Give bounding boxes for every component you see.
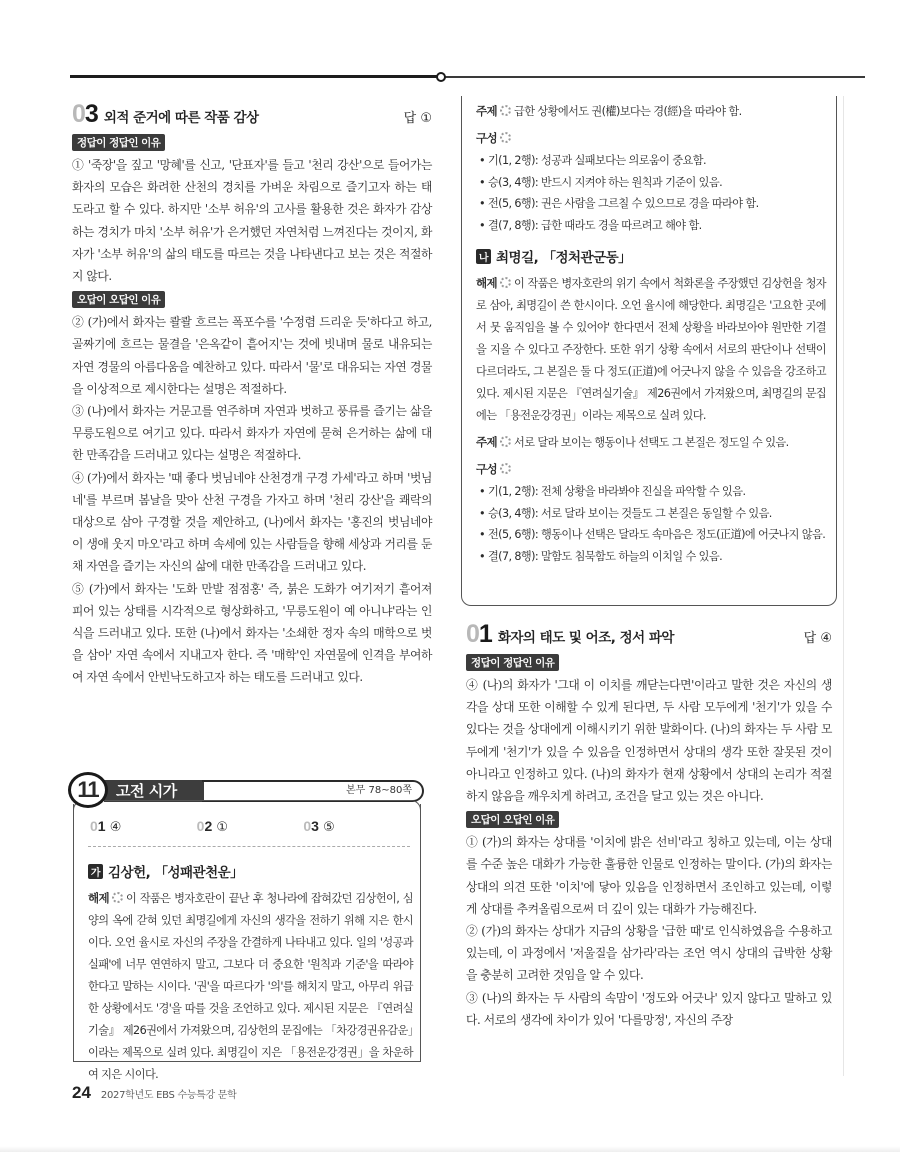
question-number: 01 [466, 620, 492, 648]
correct-reason-text: ④ (나)의 화자가 '그대 이 이치를 깨닫는다면'이라고 말한 것은 자신의 생각을 상대 또한 이해할 수 있게 된다면, 두 사람 모두에게 '천기'가 있을 수 있다는 것을 상대에게 이해시키기 위한 발화이다. (나)의 화자는 두 사람 모두에게 '천기'가 있을 수 있음을 인정하면서 상대의 생각 또한 잘못된 것이 아니라고 인정하고 있다. (나)의 화자가 현재 상황에서 상대의 논리가 적절하지 않음을 깨우치게 하려고, 조건을 달고 있는 것은 아니다. [466, 678, 832, 804]
wrong-reason-item: ⑤ (가)에서 화자는 '도화 만발 점점홍' 즉, 붉은 도화가 여기저기 흩어져 피어 있는 상태를 시각적으로 형상화하고, '무릉도원이 예 아니냐'라는 인식을 드러내고 있다. 또한 (나)에서 화자는 '소쇄한 정자 속의 매학으로 벗을 삼아' 자연 속에서 지내고자 한다. 즉 '매학'인 자연물에 인격을 부여하여 자연 속에서 안빈낙도하고자 하는 태도를 드러내고 있다. [72, 581, 432, 685]
gear-icon [500, 277, 511, 288]
unit-title: 고전 시가 [104, 780, 204, 802]
work-na-structure-label: 구성 [476, 458, 826, 481]
divider [88, 846, 410, 847]
wrong-reason-item: ③ (나)의 화자는 두 사람의 속맘이 '정도와 어긋나' 있지 않다고 말하고 있다. 서로의 생각에 차이가 있어 '다를망정', 자신의 주장 [466, 990, 832, 1027]
left-column [72, 100, 432, 689]
question-01-section [466, 620, 832, 1031]
structure-item: • 승(3, 4행): 반드시 지켜야 하는 원칙과 기준이 있음. [479, 175, 723, 189]
question-answer: 답 ① [403, 111, 432, 126]
correct-reason-badge: 정답이 정답인 이유 [72, 134, 165, 151]
unit-page-range: 본무 78~80쪽 [202, 780, 424, 802]
book-title: 2027학년도 EBS 수능특강 문학 [100, 1090, 237, 1101]
structure-item: • 기(1, 2행): 성공과 실패보다는 의로움이 중요함. [479, 154, 706, 167]
work-ga-theme: 주제 급한 상황에서도 권(權)보다는 경(經)을 따라야 함. [476, 104, 742, 118]
wrong-reason-badge: 오답이 오답인 이유 [72, 291, 165, 308]
wrong-reason-badge: 오답이 오답인 이유 [466, 811, 559, 828]
question-title: 외적 준거에 따른 작품 감상 [103, 110, 259, 126]
wrong-reason-item: ② (가)에서 화자는 콸콸 흐르는 폭포수를 '수정렴 드리운 듯'하다고 하고, 골짜기에 흐르는 물결을 '은옥같이 흩어지'는 것에 빗내며 물로 내유되는 자연 경물의 아름다움을 예찬하고 있다. 따라서 '물'로 대유되는 자연 경물을 이상적으로 제시한다는 설명은 적절하다. [72, 315, 432, 396]
gear-icon [500, 132, 511, 143]
work-box-content [476, 100, 826, 567]
work-ga-structure-label: 구성 [476, 127, 826, 150]
header-rule-dot [436, 72, 446, 82]
wrong-reason-item: ③ (나)에서 화자는 거문고를 연주하며 자연과 벗하고 풍류를 즐기는 삶을 무릉도원으로 여기고 있다. 따라서 화자가 자연에 묻혀 은거하는 삶에 대한 만족감을 드러내고 있다는 설명은 적절하다. [72, 404, 432, 463]
unit-number: 11 [68, 772, 108, 808]
header-rule-thick [70, 75, 440, 78]
work-ga-title: 가 김상헌, 「성패관천운」 [88, 861, 413, 881]
structure-item: • 전(5, 6행): 행동이나 선택은 달라도 속마음은 정도(正道)에 어긋나지 않음. [479, 528, 826, 541]
answer-item: 01 ④ [90, 818, 122, 835]
work-tag-icon: 가 [88, 864, 103, 879]
scan-edge [0, 1146, 900, 1152]
gear-icon [112, 892, 123, 903]
answer-summary [90, 818, 410, 835]
gear-icon [500, 463, 511, 474]
wrong-reason-item: ④ (가)에서 화자는 '때 좋다 벗님네야 산천경개 구경 가세'라고 하며 '벗님네'를 부르며 봄날을 맞아 산천 구경을 가자고 하며 '천리 강산'을 쾌락의 대상으로 삼아 구경할 것을 제안하고, (나)에서 화자는 '홍진의 벗님네야 이 생애 웃지 마오'라고 하며 속세에 있는 사람들을 향해 세상과 거리를 둔 채 자연을 즐기는 자신의 삶에 대한 만족감을 드러내고 있다. [72, 470, 432, 574]
structure-item: • 승(3, 4행): 서로 달라 보이는 것들도 그 본질은 동일할 수 있음. [479, 506, 772, 520]
gear-icon [500, 105, 511, 116]
gear-icon [500, 436, 511, 447]
work-na-theme: 주제 서로 달라 보이는 행동이나 선택도 그 본질은 정도일 수 있음. [476, 435, 789, 449]
work-na-title: 나 최명길, 「정처관군동」 [476, 246, 826, 266]
work-na-commentary: 해제 이 작품은 병자호란의 위기 속에서 척화론을 주장했던 김상헌을 청자로 삼아, 최명길이 쓴 한시이다. 오언 율시에 해당한다. 최명길은 '고요한 곳에서 뭇 움직임을 볼 수 있어야' 한다면서 전체 상황을 바라보아야 원만한 기결을 지을 수 있다고 주장한다. 또한 위기 상황 속에서 서로의 판단이나 선택이 다르더라도, 그 본질은 둘 다 정도(正道)에 어긋나지 않을 수 있음을 강조하고 있다. 제시된 지문은 『연려실기술』 제26권에서 가져왔으며, 최명길의 문집에는 「용전운강경권」이라는 제목으로 실려 있다. [476, 276, 826, 422]
wrong-reason-item: ② (가)의 화자는 상대가 지금의 상황을 '급한 때'로 인식하였음을 수용하고 있는데, 이 과정에서 '저울질을 삼가라'라는 조언 역시 상대의 급박한 상황을 충분히 고려한 것임을 알 수 있다. [466, 924, 832, 983]
page-footer [72, 1083, 237, 1103]
structure-item: • 기(1, 2행): 전체 상황을 바라봐야 진실을 파악할 수 있음. [479, 485, 746, 498]
question-01-header [466, 620, 832, 650]
structure-item: • 결(7, 8행): 말함도 침묵함도 하늘의 이치일 수 있음. [479, 549, 723, 563]
work-tag-icon: 나 [476, 249, 491, 264]
answer-item: 03 ⑤ [303, 818, 335, 835]
answer-item: 02 ① [196, 818, 229, 835]
work-ga-commentary: 해제 이 작품은 병자호란이 끝난 후 청나라에 잡혀갔던 김상헌이, 심양의 옥에 갇혀 있던 최명길에게 자신의 생각을 전하기 위해 지은 한시이다. 오언 율시로 자신의 주장을 간결하게 나타내고 있다. 일의 '성공과 실패'에 너무 연연하지 말고, 그보다 더 중요한 '원칙과 기준'을 따라야 한다고 말하는 시이다. '권'을 따르다가 '의'를 해치지 말고, 아무리 위급한 상황에서도 '경'을 따를 것을 조언하고 있다. 제시된 지문은 『연려실기술』 제26권에서 가져왔으며, 김상헌의 문집에는 「차강경권유감운」이라는 제목으로 실려 있다. 최명길이 지은 「용전운강경권」을 차운하여 지은 시이다. [88, 891, 413, 1081]
question-number: 03 [72, 100, 98, 128]
correct-reason-badge: 정답이 정답인 이유 [466, 654, 559, 671]
structure-item: • 전(5, 6행): 권은 사람을 그르칠 수 있으므로 경을 따라야 함. [479, 197, 759, 210]
question-answer: 답 ④ [803, 631, 832, 646]
question-03-header [72, 100, 432, 130]
wrong-reason-item: ① (가)의 화자는 상대를 '이치에 밝은 선비'라고 칭하고 있는데, 이는 상대를 수준 높은 대화가 가능한 훌륭한 인물로 인정하는 말이다. (가)의 화자는 상대의 의견 또한 '이치'에 닿아 있음을 인정하면서 조인하고 있는데, 이렇게 상대를 추켜올림으로써 더 깊이 있는 대화가 가능해진다. [466, 835, 832, 916]
work-ga-section [88, 855, 413, 1086]
question-title: 화자의 태도 및 어조, 정서 파악 [497, 630, 674, 646]
structure-item: • 결(7, 8행): 급한 때라도 경을 따르려고 해야 함. [479, 218, 702, 232]
page-number: 24 [72, 1083, 91, 1102]
correct-reason-text: ① '죽장'을 짚고 '망혜'를 신고, '단표자'를 들고 '천리 강산'으로 들어가는 화자의 모습은 화려한 산천의 경치를 가벼운 차림으로 즐기고자 하는 태도라고 할 수 있다. 하지만 '소부 허유'의 고사를 활용한 것은 화자가 감상하는 경치가 마치 '소부 허유'가 은거했던 자연처럼 느껴진다는 것이지, 화자가 '소부 허유'의 삶의 태도를 따르는 것을 나타낸다고 보는 것은 적절하지 않다. [72, 158, 432, 284]
page-edge [843, 96, 844, 1076]
